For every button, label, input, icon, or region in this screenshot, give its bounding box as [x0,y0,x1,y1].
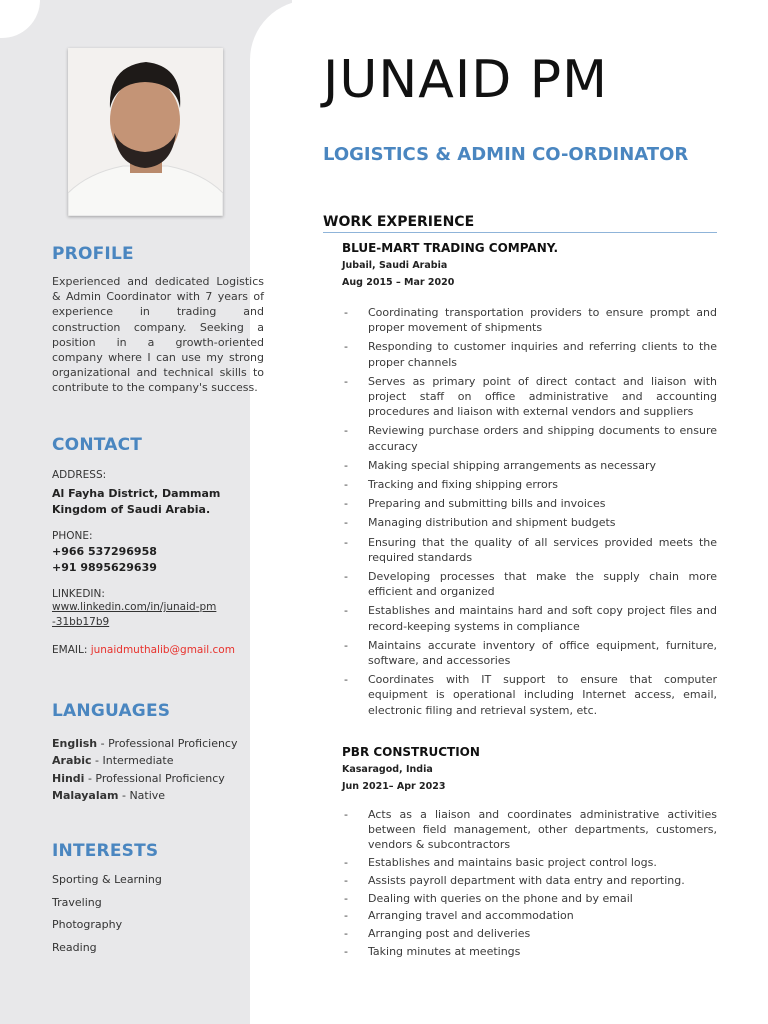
language-item [52,787,264,804]
job-location: Kasaragod, India [342,764,433,775]
email-label: EMAIL: [52,644,91,656]
duty-item: - Serves as primary point of direct contact and liaison with project staff on office administrative and accounting procedures and liaison with external vendors and suppliers [323,374,717,420]
duty-list [323,305,717,718]
duty-item: - Preparing and submitting bills and invoices [323,496,717,511]
interest-item: Traveling [52,895,102,909]
languages-heading: LANGUAGES [52,701,171,721]
languages-section [52,701,264,804]
language-item [52,735,264,752]
duty-item: - Ensuring that the quality of all services provided meets the required standards [323,535,717,565]
duty-item: - Arranging post and deliveries [323,926,717,941]
duty-item: - Responding to customer inquiries and referring clients to the proper channels [323,339,717,369]
candidate-name: JUNAID PM [323,50,608,110]
job-title: LOGISTICS & ADMIN CO-ORDINATOR [323,144,689,165]
work-experience-section [323,214,717,722]
duty-item: - Coordinating transportation providers to ensure prompt and proper movement of shipments [323,305,717,335]
duty-item: - Acts as a liaison and coordinates administrative activities between field management, other departments, customers, vendors & subcontractors [323,807,717,853]
address-line1: Al Fayha District, Dammam [52,487,221,500]
job-entry [323,241,717,291]
duty-item: - Managing distribution and shipment budgets [323,515,717,530]
company-name: BLUE-MART TRADING COMPANY. [342,241,559,255]
address-line2: Kingdom of Saudi Arabia. [52,503,211,516]
linkedin-link[interactable]: www.linkedin.com/in/junaid-pm-31bb17b9 [52,601,217,628]
interests-heading: INTERESTS [52,841,159,861]
interest-item: Reading [52,940,97,954]
duty-item: - Tracking and fixing shipping errors [323,477,717,492]
duty-item: - Making special shipping arrangements as necessary [323,458,717,473]
language-level: - Intermediate [91,754,174,768]
profile-section [52,244,264,396]
duty-item: - Coordinates with IT support to ensure that computer equipment is operational including Internet access, email, electronic filing and retrieval system, etc. [323,672,717,718]
language-name: Hindi [52,771,85,785]
interest-item: Sporting & Learning [52,873,162,886]
job-entry [323,745,717,961]
duty-item: - Establishes and maintains hard and soft copy project files and record-keeping systems in compliance [323,603,717,633]
duty-item: - Assists payroll department with data entry and reporting. [323,873,717,888]
phone-label: PHONE: [52,530,93,542]
language-level: - Professional Proficiency [84,771,225,785]
job-dates: Aug 2015 – Mar 2020 [342,277,455,288]
language-name: Malayalam [52,788,119,802]
duty-list [323,807,717,959]
language-name: English [52,737,98,750]
duty-item: - Taking minutes at meetings [323,944,717,959]
language-item [52,770,264,787]
email-link[interactable]: junaidmuthalib@gmail.com [90,644,235,656]
address-label: ADDRESS: [52,469,107,481]
duty-item: - Maintains accurate inventory of office equipment, furniture, software, and accessories [323,638,717,668]
language-level: - Native [118,788,166,802]
work-experience-heading: WORK EXPERIENCE [323,214,717,233]
job-dates: Jun 2021– Apr 2023 [342,781,446,792]
duty-item: - Reviewing purchase orders and shipping documents to ensure accuracy [323,423,717,453]
profile-heading: PROFILE [52,244,134,264]
duty-item: - Establishes and maintains basic project control logs. [323,855,717,870]
profile-text: Experienced and dedicated Logistics & Admin Coordinator with 7 years of experience in trading and construction company. Seeking a position in a growth-oriented company where I can use my strong organizational and technical skills to contribute to the company's success. [52,275,264,395]
duty-item: - Arranging travel and accommodation [323,908,717,923]
language-level: - Professional Proficiency [97,737,238,750]
phone-2: +91 9895629639 [52,561,157,574]
duty-item: - Developing processes that make the supply chain more efficient and organized [323,569,717,599]
language-name: Arabic [52,754,92,768]
phone-1: +966 537296958 [52,545,157,558]
job-location: Jubail, Saudi Arabia [342,260,448,271]
contact-heading: CONTACT [52,435,143,455]
language-item [52,752,264,769]
company-name: PBR CONSTRUCTION [342,745,480,759]
profile-photo [68,48,223,216]
interest-item: Photography [52,918,123,931]
linkedin-label: LINKEDIN: [52,588,105,600]
contact-section [52,435,264,656]
interests-section [52,841,264,959]
duty-item: - Dealing with queries on the phone and by email [323,891,717,906]
